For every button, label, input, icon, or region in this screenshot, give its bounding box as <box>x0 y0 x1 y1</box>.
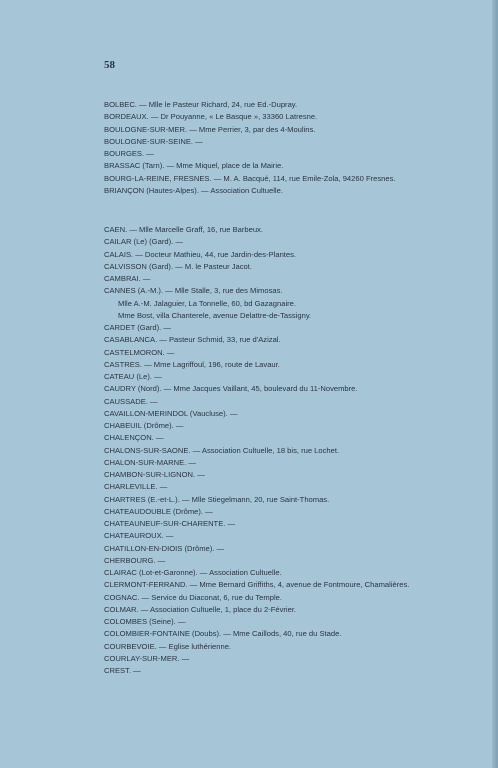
directory-entry: CALVISSON (Gard). — M. le Pasteur Jacot. <box>104 261 252 271</box>
section-c-list <box>104 224 488 677</box>
directory-entry: CAUSSADE. — <box>104 396 158 406</box>
directory-entry: COLOMBIER-FONTAINE (Doubs). — Mme Caillods, 40, rue du Stade. <box>104 629 342 639</box>
directory-entry: CASTRES. — Mme Lagriffoul, 196, route de Lavaur. <box>104 359 280 369</box>
directory-entry: CANNES (A.-M.). — Mlle Stalle, 3, rue des Mimosas. <box>104 286 283 296</box>
directory-entry: BOULOGNE-SUR-MER. — Mme Perrier, 3, par des 4-Moulins. <box>104 124 316 134</box>
page-edge <box>492 0 498 768</box>
directory-entry: COURLAY-SUR-MER. — <box>104 653 190 663</box>
directory-entry: CALAIS. — Docteur Mathieu, 44, rue Jardin-des-Plantes. <box>104 249 297 259</box>
directory-entry: BRIANÇON (Hautes-Alpes). — Association Cultuelle. <box>104 185 283 195</box>
directory-entry: CHATEAUNEUF-SUR-CHARENTE. — <box>104 519 236 528</box>
directory-entry: CLAIRAC (Lot-et-Garonne). — Association Cultuelle. <box>104 568 282 577</box>
directory-entry: CATEAU (Le). — <box>104 372 162 381</box>
directory-entry: BOULOGNE-SUR-SEINE. — <box>104 136 203 146</box>
directory-entry: CARDET (Gard). — <box>104 323 171 332</box>
directory-entry: CHATEAUROUX. — <box>104 531 174 541</box>
directory-entry: CHALON-SUR-MARNE. — <box>104 457 196 467</box>
directory-entry: COLOMBES (Seine). — <box>104 617 186 626</box>
directory-entry: CHATILLON-EN-DIOIS (Drôme). — <box>104 543 225 553</box>
directory-entry: CAUDRY (Nord). — Mme Jacques Vaillant, 45, boulevard du 11-Novembre. <box>104 384 358 394</box>
directory-entry: CHATEAUDOUBLE (Drôme). — <box>104 506 213 516</box>
directory-entry: COLMAR. — Association Cultuelle, 1, place du 2-Février. <box>104 604 297 614</box>
directory-entry: BOURG-LA-REINE, FRESNES. — M. A. Bacqué, 114, rue Emile-Zola, 94260 Fresnes. <box>104 173 396 183</box>
directory-entry: CAILAR (Le) (Gard). — <box>104 237 183 247</box>
directory-entry: CASTELMORON. — <box>104 347 175 357</box>
directory-entry: CHARTRES (E.-et-L.). — Mlle Stiegelmann, 20, rue Saint-Thomas. <box>104 494 330 504</box>
directory-entry: CHERBOURG. — <box>104 555 166 565</box>
directory-entry: CLERMONT-FERRAND. — Mme Bernard Griffiths, 4, avenue de Fontmoure, Chamalières. <box>104 580 410 590</box>
directory-entry: COURBEVOIE. — Eglise luthérienne. <box>104 641 232 651</box>
directory-entry: CREST. — <box>104 666 141 675</box>
directory-entry: CHARLEVILLE. — <box>104 482 168 492</box>
directory-entry: CASABLANCA. — Pasteur Schmid, 33, rue d'Azizal. <box>104 335 281 345</box>
directory-entry: CHALENÇON. — <box>104 433 164 443</box>
directory-entry: BOLBEC. — Mlle le Pasteur Richard, 24, rue Ed.-Dupray. <box>104 100 298 109</box>
directory-entry: CAVAILLON-MERINDOL (Vaucluse). — <box>104 408 238 418</box>
directory-entry: BOURGES. — <box>104 149 154 158</box>
directory-entry: BORDEAUX. — Dr Pouyanne, « Le Basque », 33360 Latresne. <box>104 112 318 122</box>
section-b-list <box>104 99 488 197</box>
directory-entry: CAEN. — Mlle Marcelle Graff, 16, rue Barbeux. <box>104 225 263 234</box>
directory-entry: CHAMBON-SUR-LIGNON. — <box>104 470 205 479</box>
directory-entry: CHABEUIL (Drôme). — <box>104 421 184 430</box>
directory-entry: COGNAC. — Service du Diaconat, 6, rue du Temple. <box>104 592 282 602</box>
directory-entry: BRASSAC (Tarn). — Mme Miquel, place de la Mairie. <box>104 161 284 171</box>
page-number: 58 <box>104 59 115 71</box>
directory-entry: CHALONS-SUR-SAONE. — Association Cultuelle, 18 bis, rue Lochet. <box>104 445 340 455</box>
directory-entry: Mlle A.-M. Jalaguier, La Tonnelle, 60, bd Gazagnaire. <box>118 298 296 308</box>
directory-entry: CAMBRAI. — <box>104 274 151 283</box>
directory-entry: Mme Bost, villa Chanterele, avenue Delattre-de-Tassigny. <box>118 310 312 320</box>
